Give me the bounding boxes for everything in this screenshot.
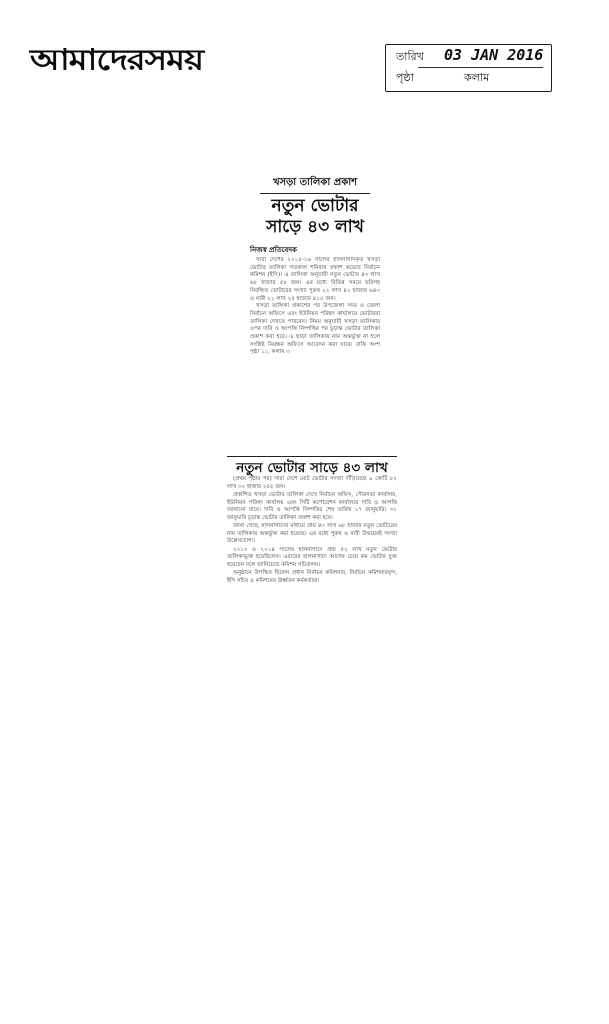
stamp-page-label: পৃষ্ঠা — [396, 71, 414, 84]
continuation-paragraph: জানা গেছে, হালনাগাদের মাধ্যমে প্রায় ৪৩ লাখ ৬৮ হাজার নতুন ভোটারের নাম তালিকায় অন্তর্ভুক্ত করা হয়েছে। এর মধ্যে পুরুষ ও নারী উভয়েরই সংখ্যা উল্লেখযোগ্য। — [227, 523, 397, 544]
newspaper-masthead: আমাদেরসময় — [30, 43, 203, 78]
article-paragraph: খসড়া তালিকা প্রকাশের পর উপজেলা সদর ও জেলা নির্বাচন অফিসে এবং ইউনিয়ন পরিষদ কার্যালয়ে ভোটাররা তালিকা দেখতে পারবেন। নিয়ম অনুযায়ী খসড়া তালিকার ওপর দাবি ও আপত্তি নিষ্পত্তির পর চূড়ান্ত ভোটার তালিকা প্রকাশ করা হবে। এ ছাড়া তালিকায় নাম অন্তর্ভুক্ত না হলে সংশ্লিষ্ট নিবন্ধন অফিসে আবেদন করা যাবে। বাকি অংশ পৃষ্ঠা ১১, কলাম ৩ — [250, 303, 380, 356]
stamp-column-label: কলাম — [464, 71, 490, 84]
continuation-paragraph: অনুষ্ঠানে উপস্থিত ছিলেন প্রধান নির্বাচন কমিশনার, নির্বাচন কমিশনারবৃন্দ, ইসি সচিব ও কমিশনের ঊর্ধ্বতন কর্মকর্তারা। — [227, 570, 397, 584]
front-page-clipping — [250, 175, 380, 357]
continuation-headline: নতুন ভোটার সাড়ে ৪৩ লাখ — [227, 456, 397, 476]
article-body — [250, 257, 380, 357]
article-headline — [250, 196, 380, 238]
article-paragraph: সারা দেশের ২০১৫-১৬ সালের হালনাগাদকৃত খসড়া ভোটার তালিকা গতকাল শনিবার প্রকাশ করেছে নির্বাচন কমিশন (ইসি)। এ তালিকা অনুযায়ী নতুন ভোটার ৪৩ লাখ ৬৮ হাজার ৫৮ জন। এর মধ্যে বিভিন্ন সময়ে ছবিসহ নিবন্ধিত ভোটারের সংখ্যা পুরুষ ২২ লাখ ৪২ হাজার ৬৪৩ ও নারী ২১ লাখ ২৫ হাজার ৪১৫ জন। — [250, 257, 380, 302]
continuation-clipping — [227, 456, 397, 584]
stamp-divider — [418, 67, 543, 68]
continuation-paragraph: প্রকাশিত খসড়া ভোটার তালিকা দেখে নির্বাচন অফিস, পৌরসভা কার্যালয়, ইউনিয়ন পরিষদ কার্যালয় এবং সিটি কর্পোরেশন কার্যালয়ে দাবি ও আপত্তি জানানো যাবে। দাবি ও আপত্তি নিষ্পত্তির শেষ তারিখ ১৭ জানুয়ারি। ৩১ জানুয়ারি চূড়ান্ত ভোটার তালিকা প্রকাশ করা হবে। — [227, 492, 397, 521]
headline-line-2: সাড়ে ৪৩ লাখ — [266, 217, 364, 237]
article-kicker: খসড়া তালিকা প্রকাশ — [260, 175, 370, 194]
continuation-body — [227, 476, 397, 586]
headline-line-1: নতুন ভোটার — [271, 196, 359, 216]
stamp-date-label: তারিখ — [396, 50, 424, 63]
continuation-paragraph: ২০১৩ ও ২০১৪ সালের হালনাগাদে প্রায় ৫২ লাখ নতুন ভোটার তালিকাভুক্ত হয়েছিলেন। এবারের হালনাগাদে আগের চেয়ে কম ভোটার যুক্ত হয়েছেন বলে জানিয়েছে কমিশন সচিবালয়। — [227, 546, 397, 568]
clipping-date-stamp — [385, 44, 552, 92]
article-byline: নিজস্ব প্রতিবেদক — [250, 246, 297, 254]
continuation-paragraph: (প্রথম পৃষ্ঠার পর) সারা দেশে মোট ভোটার সংখ্যা দাঁড়িয়েছে ৯ কোটি ৮২ লাখ ৩০ হাজার ২৫৫ জন। — [227, 476, 397, 490]
stamp-date-value: 03 JAN 2016 — [444, 46, 544, 64]
